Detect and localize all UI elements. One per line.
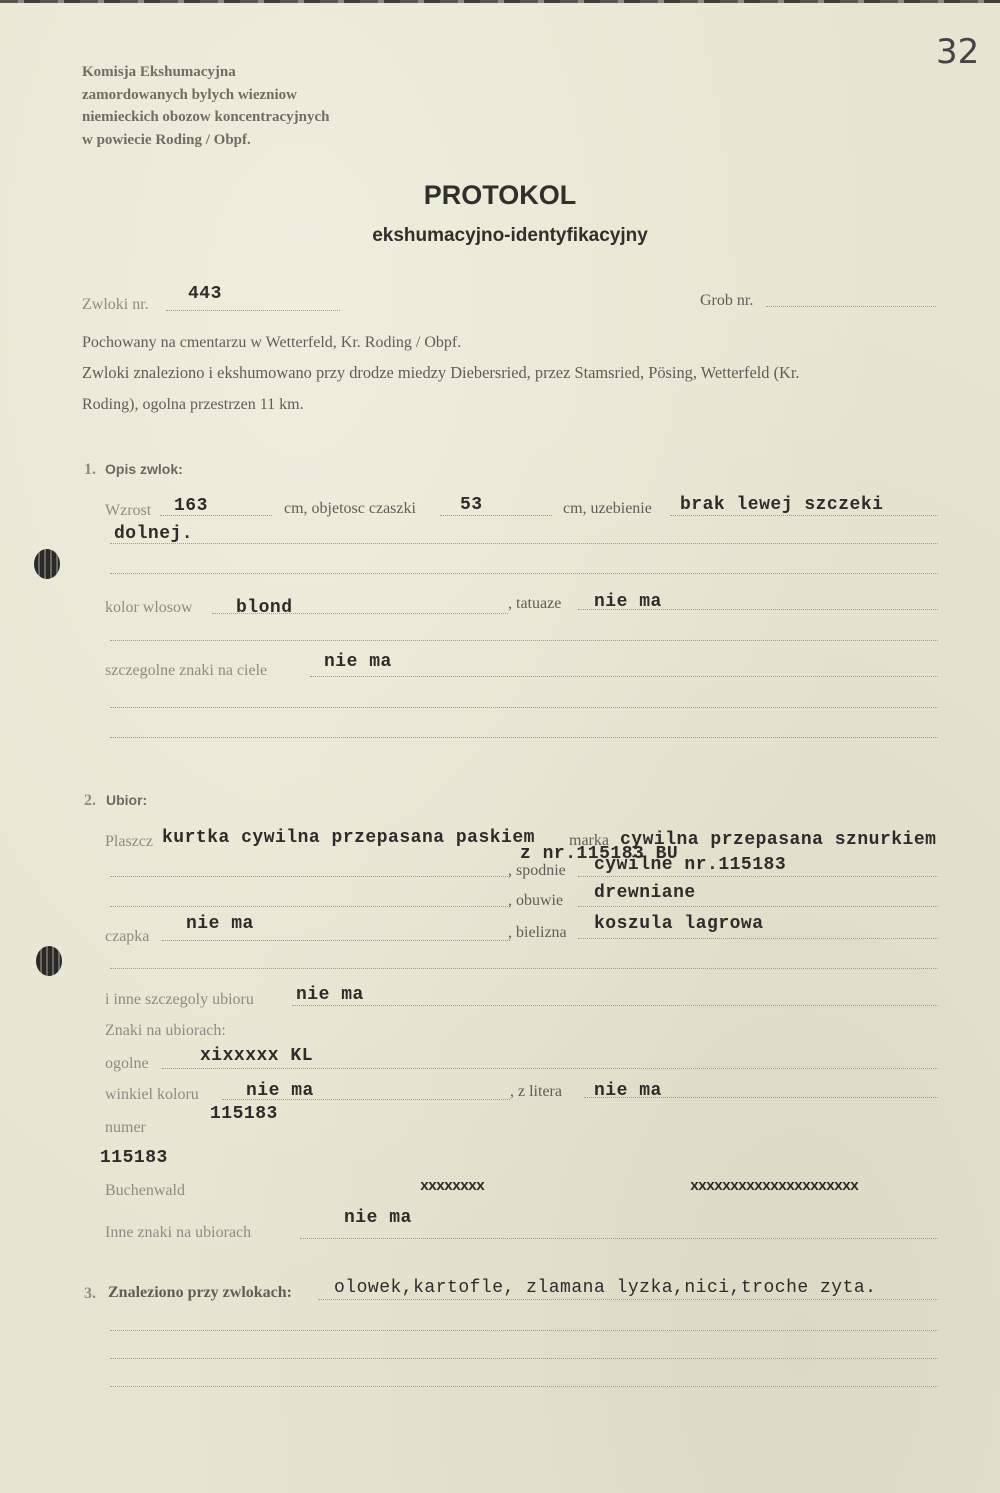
znaki-na-ubiorach-label: Znaki na ubiorach: <box>105 1022 226 1039</box>
winkiel-label: winkiel koloru <box>105 1086 199 1103</box>
czapka-label: czapka <box>105 928 150 945</box>
inne-znaki-label: Inne znaki na ubiorach <box>105 1224 252 1241</box>
marka-label: marka <box>569 832 609 849</box>
punch-hole-top <box>34 549 60 579</box>
czaszka-unit-label: cm, uzebienie <box>563 500 652 517</box>
szczegoly-ubioru-value: nie ma <box>296 985 364 1005</box>
bielizna-label: , bielizna <box>508 924 567 941</box>
wlosy-label: kolor wlosow <box>105 599 193 616</box>
ogolne-value: xixxxxx KL <box>200 1046 314 1066</box>
litera-label: , z litera <box>510 1083 562 1100</box>
commission-line-4: w powiecie Roding / Obpf. <box>82 132 251 148</box>
czaszka-value: 53 <box>460 495 483 515</box>
commission-line-3: niemieckich obozow koncentracyjnych <box>82 109 330 125</box>
znaki-na-ciele-value: nie ma <box>324 652 392 672</box>
section-3-heading: Znaleziono przy zwlokach: <box>108 1284 292 1301</box>
marka-number: z nr.115183 BU <box>520 844 679 864</box>
czapka-value: nie ma <box>186 914 254 934</box>
punch-hole-bottom <box>36 946 62 976</box>
uzebienie-value: brak lewej szczeki <box>680 495 884 515</box>
obuwie-label: , obuwie <box>508 892 564 909</box>
litera-value: nie ma <box>594 1081 662 1101</box>
zwloki-value: 443 <box>188 284 222 304</box>
burial-line-2: Zwloki znaleziono i ekshumowano przy drodze miedzy Diebersried, przez Stamsried, Pösing, Wetterfeld (Kr. <box>82 363 800 382</box>
znaki-na-ciele-label: szczegolne znaki na ciele <box>105 662 268 679</box>
tatuaze-value: nie ma <box>594 592 662 612</box>
section-2-number: 2. <box>84 792 96 809</box>
wzrost-unit-label: cm, objetosc czaszki <box>284 500 416 517</box>
wlosy-value: blond <box>236 598 293 618</box>
wzrost-value: 163 <box>174 496 208 516</box>
zwloki-label: Zwloki nr. <box>82 296 149 313</box>
buchenwald-label: Buchenwald <box>105 1182 185 1199</box>
bielizna-value: koszula lagrowa <box>594 914 764 934</box>
commission-line-2: zamordowanych bylych wiezniow <box>82 87 297 103</box>
uzebienie-continuation: dolnej. <box>114 524 194 544</box>
page-number: 32 <box>936 32 980 72</box>
spodnie-label: , spodnie <box>508 862 566 879</box>
section-2-heading: Ubior: <box>106 792 148 808</box>
struck-text-1: xxxxxxxx <box>420 1178 485 1195</box>
obuwie-value: drewniane <box>594 883 696 903</box>
tatuaze-label: , tatuaze <box>508 595 562 612</box>
inne-znaki-value: nie ma <box>344 1208 412 1228</box>
document-subtitle: ekshumacyjno-identyfikacyjny <box>372 225 648 246</box>
struck-text-2: xxxxxxxxxxxxxxxxxxxxx <box>690 1178 859 1195</box>
burial-line-3: Roding), ogolna przestrzen 11 km. <box>82 396 304 413</box>
plaszcz-label: Plaszcz <box>105 833 153 850</box>
page-top-edge <box>0 0 1000 3</box>
grob-label: Grob nr. <box>700 292 754 309</box>
numer-value: 115183 <box>210 1104 278 1124</box>
found-items-value: olowek,kartofle, zlamana lyzka,nici,troche zyta. <box>334 1278 877 1298</box>
section-1-number: 1. <box>84 461 96 478</box>
szczegoly-ubioru-label: i inne szczegoly ubioru <box>105 991 254 1008</box>
winkiel-value: nie ma <box>246 1081 314 1101</box>
numer-label: numer <box>105 1119 146 1136</box>
ogolne-label: ogolne <box>105 1055 149 1072</box>
spodnie-value: cywilne nr.115183 <box>594 855 787 875</box>
section-3-number: 3. <box>84 1285 96 1302</box>
commission-line-1: Komisja Ekshumacyjna <box>82 64 236 80</box>
document-title: PROTOKOL <box>423 180 577 210</box>
wzrost-label: Wzrost <box>105 502 152 519</box>
section-1-heading: Opis zwlok: <box>105 461 183 477</box>
burial-line-1: Pochowany na cmentarzu w Wetterfeld, Kr. Roding / Obpf. <box>82 334 462 351</box>
plaszcz-value: kurtka cywilna przepasana paskiem <box>162 828 535 848</box>
numer-margin-value: 115183 <box>100 1148 168 1168</box>
marka-value: cywilna przepasana sznurkiem <box>620 830 937 850</box>
